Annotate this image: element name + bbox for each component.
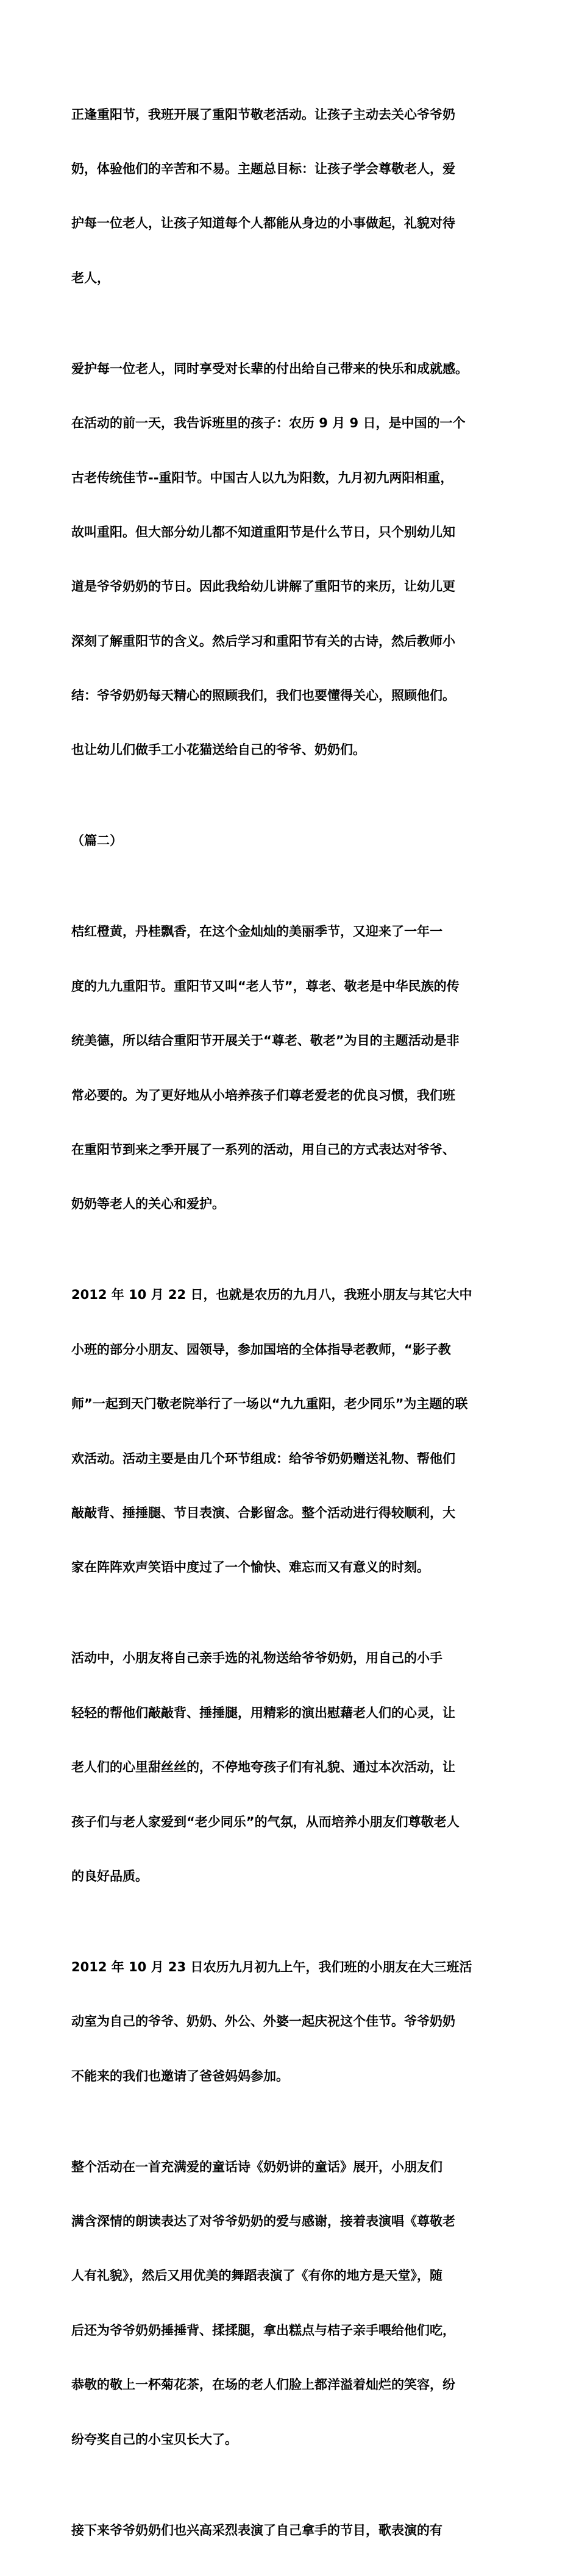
text-line: 常必要的。为了更好地从小培养孩子们尊老爱老的优良习惯，我们班	[71, 1087, 455, 1103]
text-line: 爱护每一位老人，同时享受对长辈的付出给自己带来的快乐和成就感。	[71, 361, 468, 376]
section-heading-text: （篇二）	[71, 833, 123, 849]
text-line: 护每一位老人，让孩子知道每个人都能从身边的小事做起，礼貌对待	[71, 216, 455, 231]
paragraph-nursing-home-visit	[71, 1250, 520, 1614]
paragraph-festival-intro	[71, 887, 520, 1250]
text-line: 桔红橙黄，丹桂飘香，在这个金灿灿的美丽季节，又迎来了一年一	[71, 924, 442, 939]
text-line: 接下来爷爷奶奶们也兴高采烈表演了自己拿手的节目，歌表演的有	[71, 2522, 442, 2538]
text-line: 纷夸奖自己的小宝贝长大了。	[71, 2432, 238, 2447]
text-line: 轻轻的帮他们敲敲背、捶捶腿，用精彩的演出慰藉老人们的心灵，让	[71, 1705, 455, 1720]
text-line: 家在阵阵欢声笑语中度过了一个愉快、难忘而又有意义的时刻。	[71, 1560, 430, 1575]
text-line: 小班的部分小朋友、园领导，参加国培的全体指导老教师，“影子教	[71, 1342, 451, 1357]
text-line: 结：爷爷奶奶每天精心的照顾我们，我们也要懂得关心，照顾他们。	[71, 688, 455, 703]
text-line: 老人，	[71, 270, 110, 285]
text-line: 在重阳节到来之季开展了一系列的活动，用自己的方式表达对爷爷、	[71, 1142, 455, 1158]
paragraph-intro	[71, 69, 520, 324]
text-line: 动室为自己的爷爷、奶奶、外公、外婆一起庆祝这个佳节。爷爷奶奶	[71, 2014, 455, 2029]
text-line: 敲敲背、捶捶腿、节目表演、合影留念。整个活动进行得较顺利，大	[71, 1505, 455, 1520]
paragraph-classroom-celebration	[71, 1922, 520, 2122]
text-line: 道是爷爷奶奶的节日。因此我给幼儿讲解了重阳节的来历，让幼儿更	[71, 579, 455, 594]
text-line: 老人们的心里甜丝丝的，不停地夸孩子们有礼貌、通过本次活动，让	[71, 1760, 455, 1775]
text-line: 孩子们与老人家爱到“老少同乐”的气氛，从而培养小朋友们尊敬老人	[71, 1814, 460, 1829]
text-line: 师”一起到天门敬老院举行了一场以“九九重阳，老少同乐”为主题的联	[71, 1397, 468, 1412]
text-line: 故叫重阳。但大部分幼儿都不知道重阳节是什么节日，只个别幼儿知	[71, 524, 455, 539]
text-line: 人有礼貌》，然后又用优美的舞蹈表演了《有你的地方是天堂》，随	[71, 2268, 442, 2283]
text-line: 奶奶等老人的关心和爱护。	[71, 1197, 225, 1212]
text-line: 古老传统佳节--重阳节。中国古人以九为阳数，九月初九两阳相重，	[71, 470, 453, 485]
text-line: 不能来的我们也邀请了爸爸妈妈参加。	[71, 2068, 289, 2083]
text-line: 活动中，小朋友将自己亲手选的礼物送给爷爷奶奶，用自己的小手	[71, 1651, 442, 1666]
text-line: 满含深情的朗读表达了对爷爷奶奶的爱与感谢，接着表演唱《尊敬老	[71, 2214, 455, 2229]
text-line: 在活动的前一天，我告诉班里的孩子：农历 9 月 9 日，是中国的一个	[71, 416, 466, 431]
text-line: 度的九九重阳节。重阳节又叫“老人节”，尊老、敬老是中华民族的传	[71, 978, 460, 994]
section-heading	[71, 796, 520, 887]
text-line: 正逢重阳节，我班开展了重阳节敬老活动。让孩子主动去关心爷爷奶	[71, 107, 455, 122]
text-line: 后还为爷爷奶奶捶捶背、揉揉腿，拿出糕点与桔子亲手喂给他们吃，	[71, 2322, 455, 2338]
document-page	[71, 69, 520, 2576]
paragraph-gift-giving	[71, 1614, 520, 1923]
text-line: 奶，体验他们的辛苦和不易。主题总目标：让孩子学会尊敬老人，爱	[71, 161, 455, 176]
paragraph-activity-preparation	[71, 324, 520, 796]
paragraph-performance	[71, 2122, 520, 2485]
text-line: 统美德，所以结合重阳节开展关于“尊老、敬老”为目的主题活动是非	[71, 1033, 460, 1048]
text-line: 也让幼儿们做手工小花猫送给自己的爷爷、奶奶们。	[71, 742, 366, 758]
paragraph-elders-performance	[71, 2485, 520, 2576]
text-line: 欢活动。活动主要是由几个环节组成：给爷爷奶奶赠送礼物、帮他们	[71, 1451, 455, 1466]
text-line: 深刻了解重阳节的含义。然后学习和重阳节有关的古诗，然后教师小	[71, 633, 455, 649]
text-line: 恭敬的敬上一杯菊花茶，在场的老人们脸上都洋溢着灿烂的笑容，纷	[71, 2377, 455, 2393]
text-line: 的良好品质。	[71, 1868, 148, 1884]
text-line: 整个活动在一首充满爱的童话诗《奶奶讲的童话》展开，小朋友们	[71, 2159, 442, 2174]
text-line: 2012 年 10 月 22 日，也就是农历的九月八，我班小朋友与其它大中	[71, 1287, 472, 1303]
text-line: 2012 年 10 月 23 日农历九月初九上午，我们班的小朋友在大三班活	[71, 1959, 472, 1974]
